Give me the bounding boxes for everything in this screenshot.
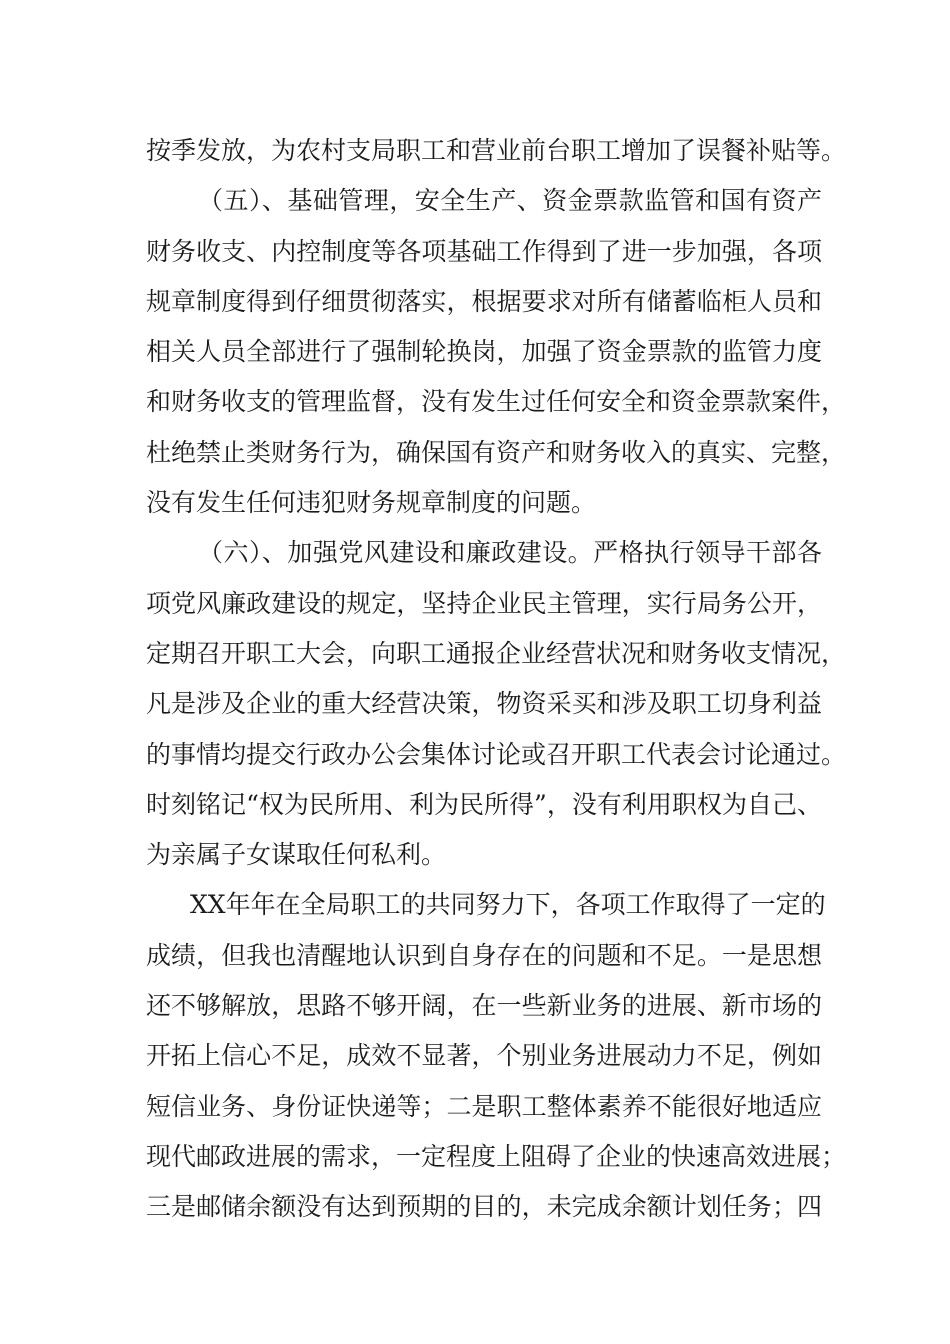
text-line: 成绩，但我也清醒地认识到自身存在的问题和不足。一是思想	[146, 940, 822, 970]
text-line: 按季发放，为农村支局职工和营业前台职工增加了误餐补贴等。	[146, 136, 847, 165]
text-line: 的事情均提交行政办公会集体讨论或召开职工代表会讨论通过。	[146, 739, 847, 769]
text-line: 相关人员全部进行了强制轮换岗，加强了资金票款的监管力度	[146, 337, 822, 367]
paragraph-3-section-six	[146, 528, 847, 880]
text-line: 项党风廉政建设的规定，坚持企业民主管理，实行局务公开，	[146, 588, 822, 618]
text-line: 三是邮储余额没有达到预期的目的，未完成余额计划任务；四	[146, 1192, 822, 1222]
text-line: 为亲属子女谋取任何私利。	[146, 840, 447, 870]
text-line: 现代邮政进展的需求，一定程度上阻碍了企业的快速高效进展；	[146, 1141, 847, 1171]
text-line: 还不够解放，思路不够开阔，在一些新业务的进展、新市场的	[146, 991, 822, 1021]
paragraph-4-summary	[146, 880, 847, 1232]
paragraph-2-section-five	[146, 176, 847, 528]
text-line: 没有发生任何违犯财务规章制度的问题。	[146, 488, 597, 518]
text-line: 杜绝禁止类财务行为，确保国有资产和财务收入的真实、完整，	[146, 437, 847, 467]
text-line: 短信业务、身份证快递等；二是职工整体素养不能很好地适应	[146, 1091, 822, 1121]
text-line: 时刻铭记“权为民所用、利为民所得”，没有利用职权为自己、	[146, 789, 822, 819]
text-line: 开拓上信心不足，成效不显著，个别业务进展动力不足，例如	[146, 1041, 822, 1071]
text-line: 和财务收支的管理监督，没有发生过任何安全和资金票款案件，	[146, 387, 847, 417]
paragraph-1	[146, 126, 847, 176]
text-line: XX年年在全局职工的共同努力下，各项工作取得了一定的	[190, 890, 826, 920]
document-body	[146, 126, 847, 1233]
text-line: （六）、加强党风建设和廉政建设。严格执行领导干部各	[198, 538, 822, 568]
text-line: （五）、基础管理，安全生产、资金票款监管和国有资产	[198, 186, 822, 216]
text-line: 凡是涉及企业的重大经营决策，物资采买和涉及职工切身利益	[146, 689, 822, 719]
text-line: 规章制度得到仔细贯彻落实，根据要求对所有储蓄临柜人员和	[146, 286, 822, 316]
text-line: 财务收支、内控制度等各项基础工作得到了进一步加强，各项	[146, 236, 822, 266]
text-line: 定期召开职工大会，向职工通报企业经营状况和财务收支情况，	[146, 638, 847, 668]
